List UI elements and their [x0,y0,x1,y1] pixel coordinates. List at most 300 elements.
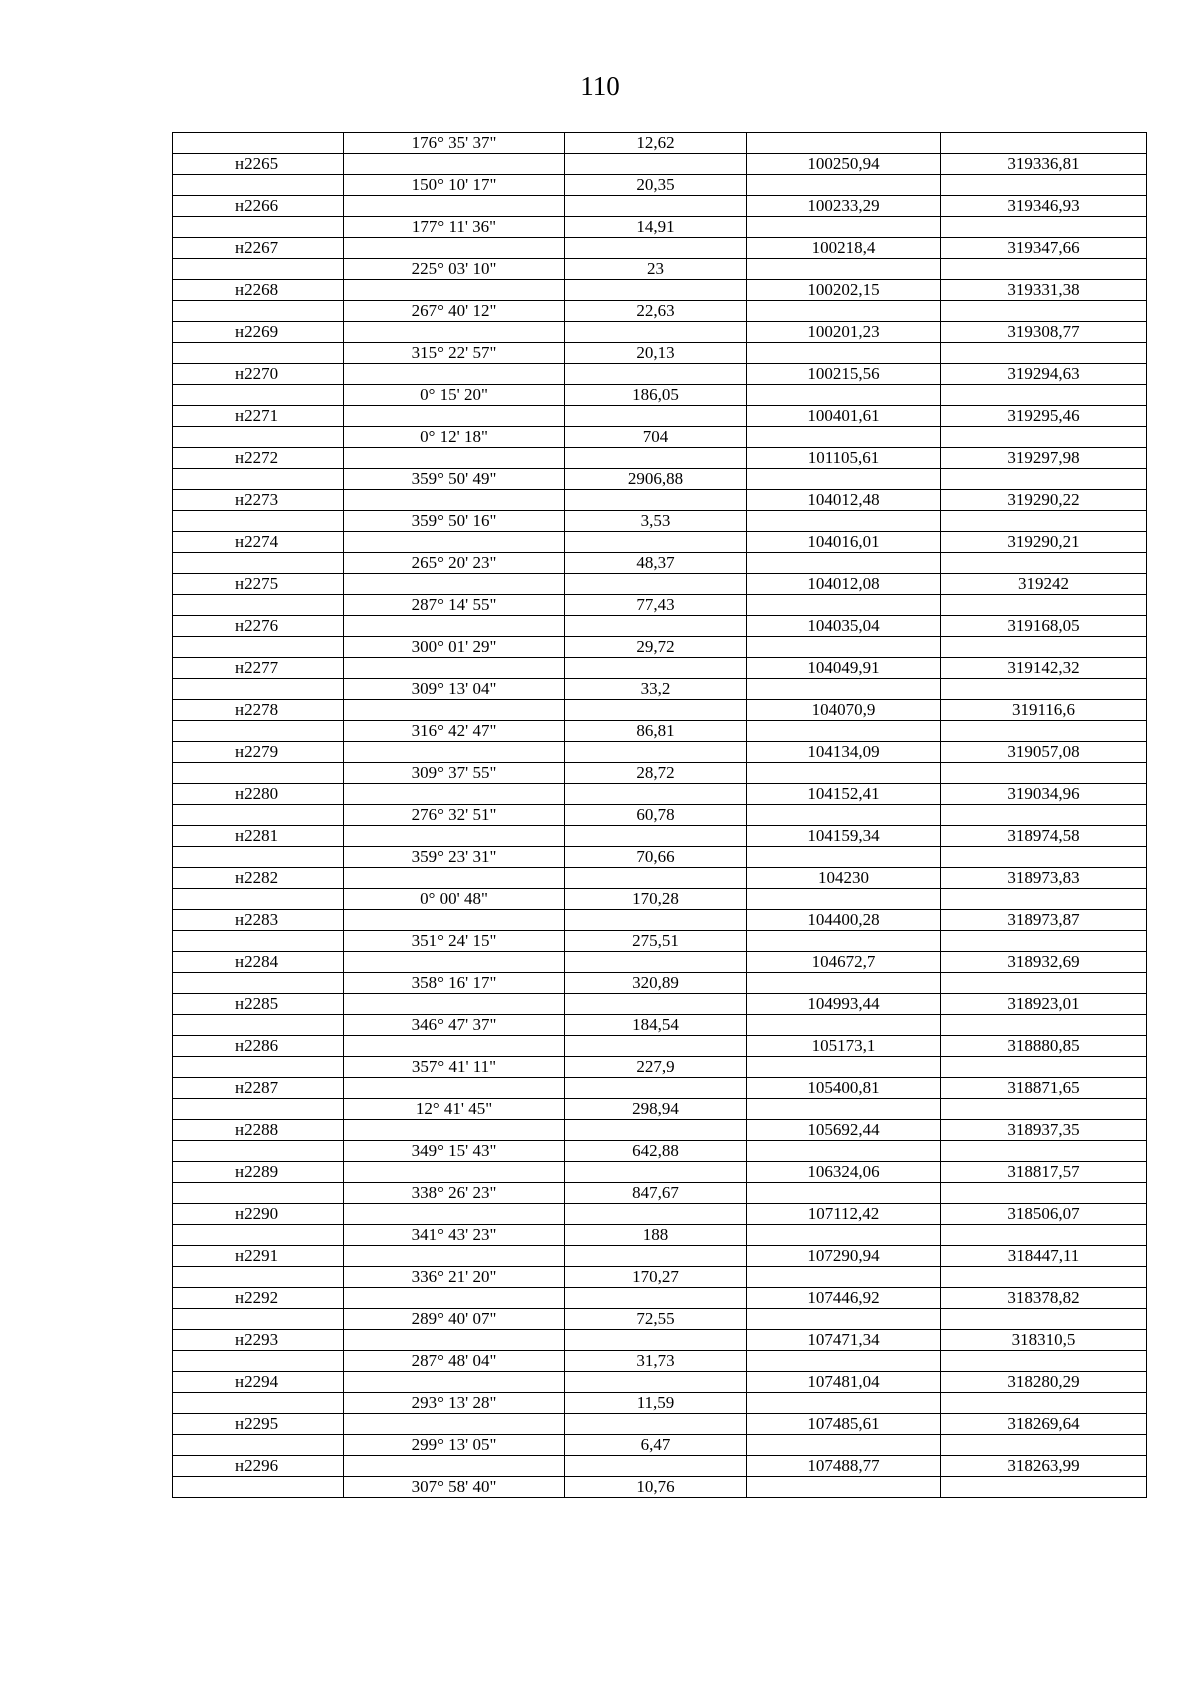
point-id-cell [173,133,344,154]
x-coordinate-cell [747,1099,941,1120]
point-id-cell [173,763,344,784]
distance-cell [565,196,747,217]
distance-cell: 23 [565,259,747,280]
x-coordinate-cell [747,1435,941,1456]
bearing-cell: 267° 40' 12" [344,301,565,322]
table-row [173,742,1147,763]
table-row [173,595,1147,616]
bearing-cell: 336° 21' 20" [344,1267,565,1288]
bearing-cell [344,1330,565,1351]
point-id-cell: н2267 [173,238,344,259]
bearing-cell [344,574,565,595]
y-coordinate-cell: 318974,58 [941,826,1147,847]
x-coordinate-cell [747,679,941,700]
y-coordinate-cell [941,133,1147,154]
distance-cell [565,532,747,553]
x-coordinate-cell [747,1477,941,1498]
y-coordinate-cell: 318269,64 [941,1414,1147,1435]
x-coordinate-cell [747,889,941,910]
bearing-cell [344,1288,565,1309]
y-coordinate-cell: 318263,99 [941,1456,1147,1477]
bearing-cell: 299° 13' 05" [344,1435,565,1456]
bearing-cell: 177° 11' 36" [344,217,565,238]
bearing-cell [344,196,565,217]
y-coordinate-cell [941,637,1147,658]
distance-cell [565,448,747,469]
distance-cell: 227,9 [565,1057,747,1078]
table-row [173,679,1147,700]
table-row [173,616,1147,637]
point-id-cell [173,1393,344,1414]
bearing-cell [344,1414,565,1435]
table-row [173,1099,1147,1120]
bearing-cell [344,1372,565,1393]
y-coordinate-cell [941,1477,1147,1498]
table-row [173,175,1147,196]
point-id-cell [173,1351,344,1372]
y-coordinate-cell: 319295,46 [941,406,1147,427]
table-row [173,280,1147,301]
y-coordinate-cell: 318280,29 [941,1372,1147,1393]
table-row [173,1267,1147,1288]
table-row [173,952,1147,973]
point-id-cell: н2274 [173,532,344,553]
distance-cell [565,1372,747,1393]
y-coordinate-cell [941,805,1147,826]
y-coordinate-cell [941,1435,1147,1456]
y-coordinate-cell: 318506,07 [941,1204,1147,1225]
x-coordinate-cell: 100233,29 [747,196,941,217]
bearing-cell [344,1120,565,1141]
table-row [173,301,1147,322]
x-coordinate-cell [747,595,941,616]
x-coordinate-cell: 100401,61 [747,406,941,427]
y-coordinate-cell: 319057,08 [941,742,1147,763]
table-row [173,910,1147,931]
table-row [173,784,1147,805]
table-row [173,1393,1147,1414]
y-coordinate-cell [941,217,1147,238]
bearing-cell [344,322,565,343]
y-coordinate-cell: 318871,65 [941,1078,1147,1099]
table-row [173,196,1147,217]
table-row [173,511,1147,532]
y-coordinate-cell [941,1351,1147,1372]
distance-cell [565,1120,747,1141]
distance-cell [565,238,747,259]
point-id-cell: н2282 [173,868,344,889]
y-coordinate-cell [941,343,1147,364]
y-coordinate-cell: 319168,05 [941,616,1147,637]
y-coordinate-cell: 318937,35 [941,1120,1147,1141]
point-id-cell [173,1267,344,1288]
distance-cell [565,1414,747,1435]
bearing-cell: 341° 43' 23" [344,1225,565,1246]
x-coordinate-cell [747,931,941,952]
distance-cell [565,1078,747,1099]
point-id-cell: н2268 [173,280,344,301]
y-coordinate-cell: 319290,21 [941,532,1147,553]
x-coordinate-cell: 107485,61 [747,1414,941,1435]
bearing-cell: 0° 15' 20" [344,385,565,406]
bearing-cell [344,1162,565,1183]
x-coordinate-cell: 100215,56 [747,364,941,385]
point-id-cell: н2292 [173,1288,344,1309]
bearing-cell [344,826,565,847]
distance-cell [565,994,747,1015]
x-coordinate-cell [747,805,941,826]
bearing-cell: 358° 16' 17" [344,973,565,994]
bearing-cell [344,658,565,679]
point-id-cell: н2281 [173,826,344,847]
table-row [173,469,1147,490]
distance-cell: 31,73 [565,1351,747,1372]
point-id-cell [173,595,344,616]
x-coordinate-cell: 104159,34 [747,826,941,847]
table-row [173,868,1147,889]
distance-cell [565,868,747,889]
table-row [173,385,1147,406]
x-coordinate-cell: 104152,41 [747,784,941,805]
bearing-cell: 338° 26' 23" [344,1183,565,1204]
x-coordinate-cell [747,1351,941,1372]
distance-cell [565,280,747,301]
bearing-cell: 359° 50' 16" [344,511,565,532]
x-coordinate-cell [747,1393,941,1414]
x-coordinate-cell [747,1141,941,1162]
bearing-cell: 309° 13' 04" [344,679,565,700]
bearing-cell [344,154,565,175]
x-coordinate-cell: 107446,92 [747,1288,941,1309]
y-coordinate-cell: 318880,85 [941,1036,1147,1057]
point-id-cell [173,931,344,952]
point-id-cell: н2283 [173,910,344,931]
bearing-cell [344,1456,565,1477]
point-id-cell: н2296 [173,1456,344,1477]
y-coordinate-cell [941,679,1147,700]
bearing-cell: 346° 47' 37" [344,1015,565,1036]
x-coordinate-cell [747,721,941,742]
bearing-cell: 265° 20' 23" [344,553,565,574]
distance-cell: 275,51 [565,931,747,952]
distance-cell: 22,63 [565,301,747,322]
point-id-cell: н2295 [173,1414,344,1435]
bearing-cell [344,280,565,301]
bearing-cell [344,952,565,973]
table-row [173,1414,1147,1435]
distance-cell: 184,54 [565,1015,747,1036]
distance-cell [565,1330,747,1351]
table-row [173,1309,1147,1330]
point-id-cell: н2294 [173,1372,344,1393]
table-row [173,931,1147,952]
x-coordinate-cell: 104016,01 [747,532,941,553]
distance-cell [565,742,747,763]
distance-cell: 6,47 [565,1435,747,1456]
point-id-cell [173,637,344,658]
y-coordinate-cell: 319034,96 [941,784,1147,805]
bearing-cell [344,784,565,805]
x-coordinate-cell [747,217,941,238]
point-id-cell [173,847,344,868]
x-coordinate-cell: 100202,15 [747,280,941,301]
x-coordinate-cell: 107481,04 [747,1372,941,1393]
distance-cell: 3,53 [565,511,747,532]
y-coordinate-cell: 319346,93 [941,196,1147,217]
x-coordinate-cell [747,343,941,364]
distance-cell [565,700,747,721]
distance-cell [565,364,747,385]
y-coordinate-cell: 318378,82 [941,1288,1147,1309]
distance-cell [565,406,747,427]
y-coordinate-cell: 319290,22 [941,490,1147,511]
point-id-cell [173,1057,344,1078]
y-coordinate-cell: 318923,01 [941,994,1147,1015]
y-coordinate-cell: 319336,81 [941,154,1147,175]
table-row [173,133,1147,154]
x-coordinate-cell [747,847,941,868]
table-row [173,826,1147,847]
bearing-cell: 0° 00' 48" [344,889,565,910]
x-coordinate-cell: 104230 [747,868,941,889]
bearing-cell: 309° 37' 55" [344,763,565,784]
distance-cell [565,910,747,931]
point-id-cell [173,1435,344,1456]
point-id-cell [173,1183,344,1204]
point-id-cell: н2284 [173,952,344,973]
table-row [173,1204,1147,1225]
table-row [173,637,1147,658]
table-row [173,1015,1147,1036]
table-row [173,1057,1147,1078]
y-coordinate-cell [941,1183,1147,1204]
x-coordinate-cell: 106324,06 [747,1162,941,1183]
y-coordinate-cell [941,763,1147,784]
point-id-cell: н2278 [173,700,344,721]
x-coordinate-cell [747,469,941,490]
bearing-cell: 351° 24' 15" [344,931,565,952]
table-row [173,490,1147,511]
point-id-cell [173,1141,344,1162]
table-row [173,1351,1147,1372]
point-id-cell: н2287 [173,1078,344,1099]
bearing-cell: 176° 35' 37" [344,133,565,154]
x-coordinate-cell: 104672,7 [747,952,941,973]
bearing-cell [344,1204,565,1225]
bearing-cell: 276° 32' 51" [344,805,565,826]
point-id-cell: н2269 [173,322,344,343]
distance-cell: 11,59 [565,1393,747,1414]
x-coordinate-cell [747,259,941,280]
y-coordinate-cell [941,595,1147,616]
x-coordinate-cell [747,1183,941,1204]
distance-cell: 70,66 [565,847,747,868]
x-coordinate-cell: 100250,94 [747,154,941,175]
x-coordinate-cell [747,301,941,322]
x-coordinate-cell [747,1057,941,1078]
table-row [173,1246,1147,1267]
y-coordinate-cell: 318973,87 [941,910,1147,931]
point-id-cell [173,889,344,910]
point-id-cell [173,1477,344,1498]
y-coordinate-cell [941,721,1147,742]
distance-cell: 847,67 [565,1183,747,1204]
table-row [173,238,1147,259]
x-coordinate-cell: 104012,48 [747,490,941,511]
y-coordinate-cell [941,1099,1147,1120]
x-coordinate-cell [747,1225,941,1246]
distance-cell: 704 [565,427,747,448]
y-coordinate-cell [941,385,1147,406]
table-row [173,763,1147,784]
bearing-cell [344,406,565,427]
bearing-cell [344,868,565,889]
distance-cell: 28,72 [565,763,747,784]
x-coordinate-cell: 101105,61 [747,448,941,469]
bearing-cell [344,238,565,259]
distance-cell [565,1456,747,1477]
bearing-cell [344,616,565,637]
y-coordinate-cell: 318817,57 [941,1162,1147,1183]
bearing-cell [344,994,565,1015]
table-row [173,406,1147,427]
point-id-cell: н2286 [173,1036,344,1057]
y-coordinate-cell: 319297,98 [941,448,1147,469]
x-coordinate-cell: 105692,44 [747,1120,941,1141]
bearing-cell: 293° 13' 28" [344,1393,565,1414]
bearing-cell [344,700,565,721]
distance-cell [565,154,747,175]
point-id-cell [173,1099,344,1120]
bearing-cell: 150° 10' 17" [344,175,565,196]
point-id-cell [173,259,344,280]
table-row [173,448,1147,469]
table-row [173,259,1147,280]
distance-cell: 33,2 [565,679,747,700]
table-row [173,1330,1147,1351]
bearing-cell: 225° 03' 10" [344,259,565,280]
distance-cell: 298,94 [565,1099,747,1120]
table-row [173,1162,1147,1183]
bearing-cell [344,448,565,469]
x-coordinate-cell [747,973,941,994]
distance-cell: 77,43 [565,595,747,616]
table-row [173,217,1147,238]
distance-cell: 14,91 [565,217,747,238]
x-coordinate-cell: 107488,77 [747,1456,941,1477]
table-row [173,1456,1147,1477]
y-coordinate-cell: 319242 [941,574,1147,595]
table-row [173,343,1147,364]
distance-cell: 20,35 [565,175,747,196]
point-id-cell: н2266 [173,196,344,217]
bearing-cell [344,490,565,511]
point-id-cell [173,343,344,364]
distance-cell: 170,28 [565,889,747,910]
y-coordinate-cell: 319142,32 [941,658,1147,679]
page-number: 110 [580,71,620,101]
distance-cell [565,658,747,679]
table-row [173,532,1147,553]
table-row [173,427,1147,448]
y-coordinate-cell: 319116,6 [941,700,1147,721]
table-row [173,1288,1147,1309]
bearing-cell [344,910,565,931]
distance-cell [565,1036,747,1057]
point-id-cell: н2277 [173,658,344,679]
table-row [173,973,1147,994]
distance-cell: 20,13 [565,343,747,364]
bearing-cell [344,1246,565,1267]
distance-cell: 60,78 [565,805,747,826]
distance-cell [565,574,747,595]
y-coordinate-cell [941,1309,1147,1330]
point-id-cell: н2280 [173,784,344,805]
table-row [173,1435,1147,1456]
x-coordinate-cell [747,763,941,784]
distance-cell: 2906,88 [565,469,747,490]
point-id-cell [173,721,344,742]
distance-cell: 186,05 [565,385,747,406]
x-coordinate-cell: 104400,28 [747,910,941,931]
point-id-cell [173,427,344,448]
point-id-cell [173,385,344,406]
y-coordinate-cell: 319331,38 [941,280,1147,301]
point-id-cell: н2293 [173,1330,344,1351]
y-coordinate-cell [941,1141,1147,1162]
x-coordinate-cell: 104134,09 [747,742,941,763]
y-coordinate-cell: 318932,69 [941,952,1147,973]
point-id-cell [173,175,344,196]
x-coordinate-cell: 104035,04 [747,616,941,637]
y-coordinate-cell [941,427,1147,448]
table-row [173,553,1147,574]
y-coordinate-cell [941,973,1147,994]
y-coordinate-cell [941,1015,1147,1036]
point-id-cell [173,1015,344,1036]
y-coordinate-cell: 318973,83 [941,868,1147,889]
table-row [173,1078,1147,1099]
bearing-cell [344,1036,565,1057]
point-id-cell: н2288 [173,1120,344,1141]
x-coordinate-cell: 105400,81 [747,1078,941,1099]
table-row [173,1225,1147,1246]
table-row [173,364,1147,385]
x-coordinate-cell [747,427,941,448]
point-id-cell [173,679,344,700]
table-row [173,154,1147,175]
coordinates-table [172,132,1147,1498]
x-coordinate-cell: 107471,34 [747,1330,941,1351]
y-coordinate-cell [941,1057,1147,1078]
distance-cell: 72,55 [565,1309,747,1330]
distance-cell: 29,72 [565,637,747,658]
x-coordinate-cell: 104049,91 [747,658,941,679]
point-id-cell [173,553,344,574]
bearing-cell: 289° 40' 07" [344,1309,565,1330]
y-coordinate-cell [941,553,1147,574]
y-coordinate-cell: 319347,66 [941,238,1147,259]
x-coordinate-cell [747,133,941,154]
x-coordinate-cell [747,385,941,406]
point-id-cell: н2289 [173,1162,344,1183]
y-coordinate-cell: 318310,5 [941,1330,1147,1351]
distance-cell [565,490,747,511]
y-coordinate-cell [941,1225,1147,1246]
point-id-cell: н2276 [173,616,344,637]
point-id-cell: н2275 [173,574,344,595]
point-id-cell: н2270 [173,364,344,385]
